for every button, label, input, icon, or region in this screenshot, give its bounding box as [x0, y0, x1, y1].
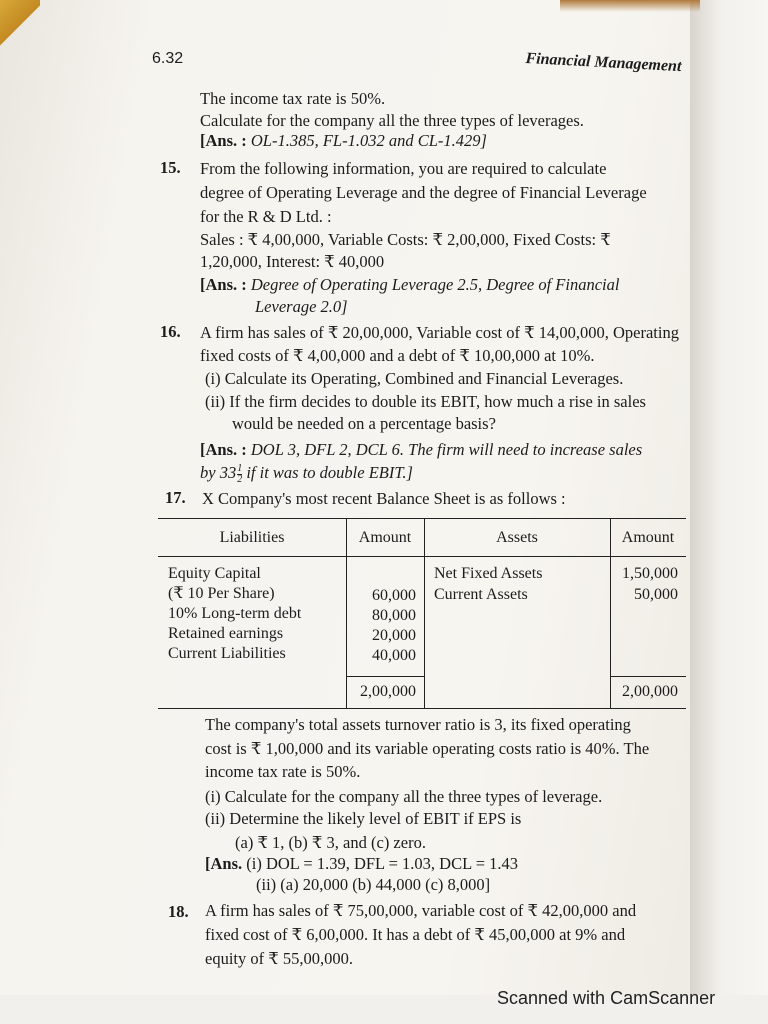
answer-text-pre: by 33: [200, 463, 237, 482]
q18-line-2: fixed cost of ₹ 6,00,000. It has a debt of ₹ 45,00,000 at 9% and: [205, 925, 626, 944]
liability-row: Retained earnings: [168, 625, 284, 642]
q17-sub-ii: (ii) Determine the likely level of EBIT if EPS is: [205, 809, 522, 828]
asset-amount: 1,50,000: [622, 565, 678, 582]
asset-amount: 50,000: [634, 586, 678, 603]
q15-answer-line-1: [200, 274, 619, 296]
answer-text-post: if it was to double EBIT.]: [242, 463, 413, 482]
question-number-15: 15.: [160, 158, 181, 177]
liability-total: 2,00,000: [360, 683, 416, 700]
q15-line-5: 1,20,000, Interest: ₹ 40,000: [200, 252, 385, 271]
table-top-rule: [158, 518, 686, 519]
running-title: Financial Management: [525, 50, 682, 76]
asset-row: Net Fixed Assets: [434, 565, 543, 582]
answer-text: DOL 3, DFL 2, DCL 6. The firm will need to increase sales: [250, 440, 643, 459]
answer-label: [Ans. :: [200, 275, 247, 294]
header-assets: Assets: [496, 529, 538, 546]
balance-sheet-table: [158, 518, 686, 708]
q15-line-4: Sales : ₹ 4,00,000, Variable Costs: ₹ 2,00,000, Fixed Costs: ₹: [200, 230, 611, 249]
q15-line-2: degree of Operating Leverage and the degree of Financial Leverage: [200, 183, 647, 202]
q17-sub-ii-options: (a) ₹ 1, (b) ₹ 3, and (c) zero.: [235, 833, 426, 852]
header-amount-assets: Amount: [621, 529, 675, 546]
liability-amount: 60,000: [372, 587, 416, 604]
fraction-denominator: 2: [237, 473, 243, 485]
question-number-17: 17.: [165, 488, 186, 507]
q15-line-3: for the R & D Ltd. :: [200, 207, 332, 226]
q16-sub-i: (i) Calculate its Operating, Combined and Financial Leverages.: [205, 369, 624, 388]
answer-label: [Ans. :: [200, 131, 247, 150]
question-number-16: 16.: [160, 322, 181, 341]
question-number-18: 18.: [168, 902, 189, 921]
intro-line-2: Calculate for the company all the three types of leverages.: [200, 111, 584, 130]
table-header-rule: [158, 556, 686, 557]
liability-row: (₹ 10 Per Share): [168, 585, 275, 602]
header-liabilities: Liabilities: [219, 529, 285, 546]
fraction-numerator: 1: [237, 462, 243, 474]
table-bottom-rule: [158, 708, 686, 709]
liability-amount: 40,000: [372, 647, 416, 664]
asset-row: Current Assets: [434, 586, 528, 603]
answer-text: Degree of Operating Leverage 2.5, Degree of Financial: [250, 275, 620, 294]
liab-total-rule: [346, 676, 424, 677]
q17-answer-line-1: [205, 853, 518, 875]
q16-answer-line-2: [200, 462, 413, 485]
top-shadow: [560, 0, 700, 12]
liability-amount: 80,000: [372, 607, 416, 624]
liability-row: 10% Long-term debt: [168, 605, 302, 622]
header-amount-liab: Amount: [358, 529, 412, 546]
q17-after-line-3: income tax rate is 50%.: [205, 762, 361, 781]
intro-line-1: The income tax rate is 50%.: [200, 89, 386, 108]
q16-line-1: A firm has sales of ₹ 20,00,000, Variable cost of ₹ 14,00,000, Operating: [200, 323, 679, 342]
answer-label: [Ans.: [205, 854, 243, 873]
q18-line-1: A firm has sales of ₹ 75,00,000, variable cost of ₹ 42,00,000 and: [205, 901, 637, 920]
q18-line-3: equity of ₹ 55,00,000.: [205, 949, 353, 968]
liability-row: Current Liabilities: [168, 645, 286, 662]
answer-label: [Ans. :: [200, 440, 247, 459]
answer-text: (i) DOL = 1.39, DFL = 1.03, DCL = 1.43: [246, 854, 518, 873]
answer-text: OL-1.385, FL-1.032 and CL-1.429]: [250, 131, 487, 150]
liability-row: Equity Capital: [168, 565, 261, 582]
page-number: 6.32: [152, 50, 184, 67]
q17-after-line-1: The company's total assets turnover ratio is 3, its fixed operating: [205, 715, 631, 734]
q16-sub-ii-line-1: (ii) If the firm decides to double its EBIT, how much a rise in sales: [205, 392, 646, 411]
camscanner-watermark: Scanned with CamScanner: [497, 988, 716, 1008]
q17-sub-i: (i) Calculate for the company all the three types of leverage.: [205, 787, 603, 806]
q17-answer-line-2: (ii) (a) 20,000 (b) 44,000 (c) 8,000]: [256, 875, 491, 894]
q17-after-line-2: cost is ₹ 1,00,000 and its variable operating costs ratio is 40%. The: [205, 739, 650, 758]
q15-line-1: From the following information, you are required to calculate: [200, 159, 607, 178]
q16-line-2: fixed costs of ₹ 4,00,000 and a debt of ₹ 10,00,000 at 10%.: [200, 346, 595, 365]
intro-answer: [200, 130, 487, 152]
liability-amount: 20,000: [372, 627, 416, 644]
q16-answer-line-1: [200, 439, 642, 461]
page-corner-fold: [0, 0, 40, 60]
asset-total-rule: [610, 676, 686, 677]
q15-answer-line-2: Leverage 2.0]: [255, 297, 348, 316]
q16-sub-ii-line-2: would be needed on a percentage basis?: [232, 414, 496, 433]
page-edge: [690, 0, 768, 995]
asset-total: 2,00,000: [622, 683, 678, 700]
q17-intro: X Company's most recent Balance Sheet is as follows :: [202, 489, 566, 508]
